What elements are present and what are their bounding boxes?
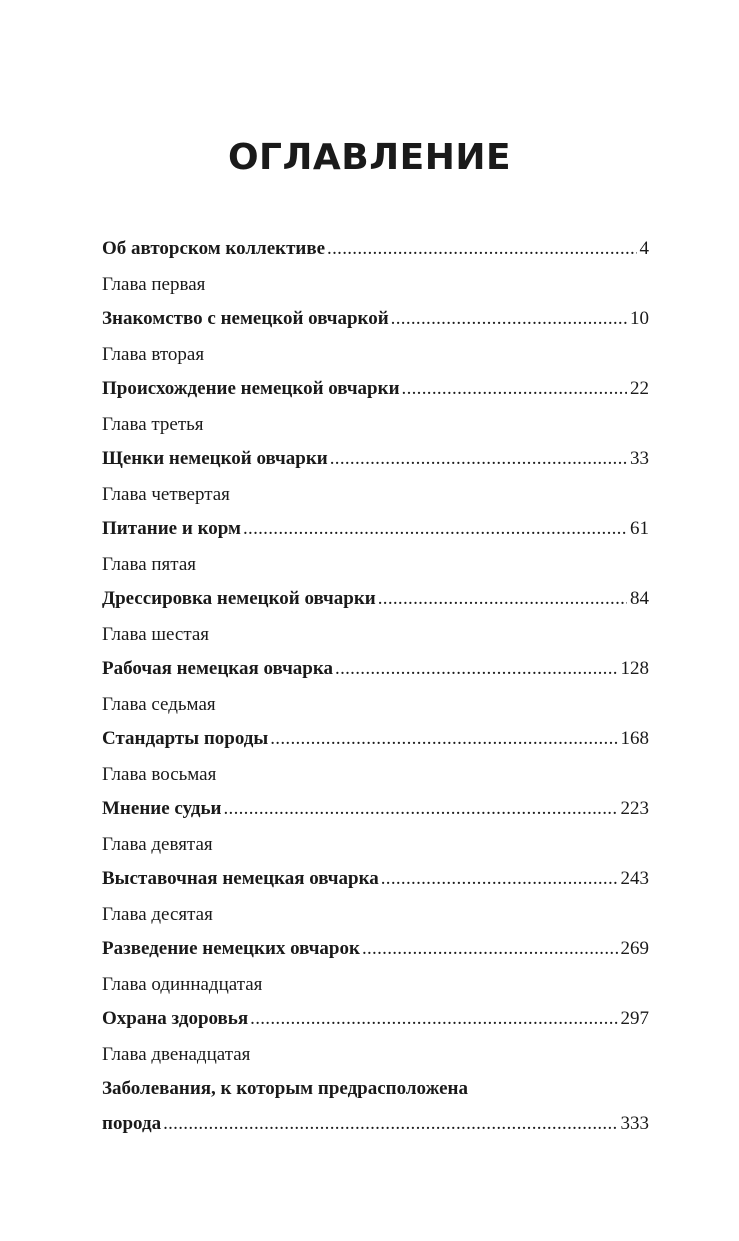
toc-line	[102, 722, 649, 757]
table-of-contents	[102, 232, 649, 1142]
page-number: 33	[630, 448, 649, 469]
chapter-label: Глава восьмая	[102, 763, 217, 785]
toc-title: Стандарты породы	[102, 728, 269, 749]
toc-title: Выставочная немецкая овчарка	[102, 868, 379, 889]
toc-title: Мнение судьи	[102, 798, 222, 819]
toc-line	[102, 862, 649, 897]
toc-title: Дрессировка немецкой овчарки	[102, 588, 376, 609]
page-number: 10	[630, 308, 649, 329]
toc-title: Охрана здоровья	[102, 1008, 249, 1029]
toc-title: Происхождение немецкой овчарки	[102, 378, 400, 399]
toc-entry-chapter-8	[102, 758, 649, 827]
toc-entry-chapter-7	[102, 688, 649, 757]
page-number: 223	[620, 798, 649, 819]
toc-line	[102, 792, 649, 827]
toc-title: Разведение немецких овчарок	[102, 938, 360, 959]
toc-title-line-1: Заболевания, к которым предрасположена	[102, 1078, 468, 1099]
toc-line	[102, 1107, 649, 1142]
page-number: 269	[620, 938, 649, 959]
dot-leader	[402, 372, 627, 407]
toc-entry-chapter-4	[102, 478, 649, 547]
toc-entry-chapter-2	[102, 338, 649, 407]
toc-line	[102, 442, 649, 477]
page-number: 61	[630, 518, 649, 539]
dot-leader	[163, 1107, 617, 1142]
dot-leader	[381, 862, 618, 897]
toc-entry-chapter-10	[102, 898, 649, 967]
toc-line	[102, 582, 649, 617]
toc-line	[102, 512, 649, 547]
toc-title: Знакомство с немецкой овчаркой	[102, 308, 389, 329]
page-number: 4	[639, 238, 649, 259]
page-number: 22	[630, 378, 649, 399]
toc-entry-chapter-12	[102, 1038, 649, 1142]
dot-leader	[330, 442, 627, 477]
page-number: 333	[620, 1112, 649, 1134]
chapter-label: Глава девятая	[102, 833, 213, 855]
chapter-label: Глава десятая	[102, 903, 213, 925]
toc-line	[102, 932, 649, 967]
dot-leader	[243, 512, 627, 547]
toc-title: Об авторском коллективе	[102, 238, 326, 259]
toc-line	[102, 1002, 649, 1037]
dot-leader	[327, 232, 636, 267]
dot-leader	[223, 792, 617, 827]
toc-line	[102, 302, 649, 337]
dot-leader	[362, 932, 618, 967]
dot-leader	[378, 582, 627, 617]
chapter-label: Глава третья	[102, 413, 204, 435]
chapter-label: Глава седьмая	[102, 693, 216, 715]
toc-entry-chapter-6	[102, 618, 649, 687]
chapter-label: Глава двенадцатая	[102, 1043, 251, 1065]
toc-entry-chapter-11	[102, 968, 649, 1037]
toc-line	[102, 232, 649, 267]
chapter-label: Глава четвертая	[102, 483, 230, 505]
page-number: 243	[620, 868, 649, 889]
toc-entry-chapter-3	[102, 408, 649, 477]
toc-title: порода	[102, 1112, 162, 1134]
chapter-label: Глава одиннадцатая	[102, 973, 263, 995]
toc-entry-chapter-5	[102, 548, 649, 617]
toc-title: Рабочая немецкая овчарка	[102, 658, 334, 679]
toc-title: Щенки немецкой овчарки	[102, 448, 328, 469]
toc-entry-chapter-1	[102, 268, 649, 337]
page-number: 297	[620, 1008, 649, 1029]
toc-entry-authors	[102, 232, 649, 267]
page-title: ОГЛАВЛЕНИЕ	[227, 137, 512, 178]
dot-leader	[270, 722, 617, 757]
page-number: 84	[630, 588, 649, 609]
dot-leader	[250, 1002, 617, 1037]
toc-line	[102, 652, 649, 687]
chapter-label: Глава первая	[102, 273, 206, 295]
dot-leader	[335, 652, 617, 687]
chapter-label: Глава пятая	[102, 553, 196, 575]
page-number: 168	[620, 728, 649, 749]
dot-leader	[391, 302, 627, 337]
toc-line	[102, 372, 649, 407]
toc-title: Питание и корм	[102, 518, 241, 539]
toc-entry-chapter-9	[102, 828, 649, 897]
chapter-label: Глава шестая	[102, 623, 210, 645]
chapter-label: Глава вторая	[102, 343, 205, 365]
page-number: 128	[620, 658, 649, 679]
